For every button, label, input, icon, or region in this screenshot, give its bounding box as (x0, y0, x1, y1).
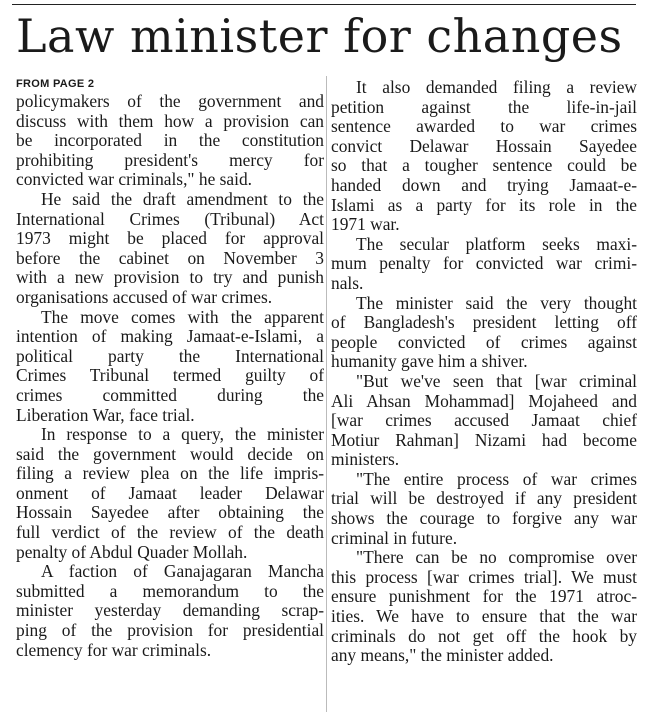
text-line: A faction of Ganajagaran Mancha (41, 562, 324, 582)
text-line: petition against the life-in-jail (331, 97, 637, 117)
text-line: onment of Jamaat leader Delawar (16, 483, 324, 503)
text-line: The minister said the very thought (356, 293, 637, 313)
text-line: trial will be destroyed if any president (331, 489, 637, 509)
text-line: convicted war criminals," he said. (16, 170, 252, 190)
text-line: International Crimes (Tribunal) Act (16, 209, 324, 229)
text-line: full verdict of the review of the death (16, 523, 324, 543)
text-line: political party the International (16, 346, 324, 366)
text-line: prohibiting president's mercy for (16, 150, 324, 170)
text-line: 1973 might be placed for approval (16, 229, 324, 249)
text-line: The move comes with the apparent (41, 307, 324, 327)
text-line: ping of the provision for presidential (16, 621, 324, 641)
text-line: Motiur Rahman] Nizami had become (331, 430, 637, 450)
text-line: minister yesterday demanding scrap- (16, 601, 324, 621)
text-line: Liberation War, face trial. (16, 405, 195, 425)
text-line: "There can be no compromise over (356, 548, 637, 568)
column-divider (326, 76, 327, 712)
text-line: any means," the minister added. (331, 646, 554, 666)
from-page-label: FROM PAGE 2 (16, 78, 95, 90)
text-line: He said the draft amendment to the (41, 189, 324, 209)
text-line: convict Delawar Hossain Sayedee (331, 136, 637, 156)
text-line: humanity gave him a shiver. (331, 352, 528, 372)
text-line: with a new provision to try and punish (16, 268, 324, 288)
text-line: 1971 war. (331, 215, 400, 235)
text-line: penalty of Abdul Quader Mollah. (16, 542, 248, 562)
text-line: ministers. (331, 450, 400, 470)
right-column (331, 78, 637, 666)
text-line: submitted a memorandum to the (16, 581, 324, 601)
text-line: mum penalty for convicted war crimi- (331, 254, 637, 274)
text-line: In response to a query, the minister (41, 425, 324, 445)
text-line: organisations accused of war crimes. (16, 287, 273, 307)
text-line: ities. We have to ensure that the war (331, 607, 637, 627)
text-line: Ali Ahsan Mohammad] Mojaheed and (331, 391, 637, 411)
text-line: this process [war crimes trial]. We must (331, 567, 637, 587)
text-line: intention of making Jamaat-e-Islami, a (16, 327, 324, 347)
headline: Law minister for changes (16, 9, 623, 63)
text-line: "But we've seen that [war criminal (356, 371, 637, 391)
text-line: [war crimes accused Jamaat chief (331, 411, 637, 431)
text-line: be incorporated in the constitution (16, 131, 324, 151)
text-line: filing a review plea on the life impris- (16, 464, 324, 484)
text-line: of Bangladesh's president letting off (331, 313, 637, 333)
text-line: criminal in future. (331, 528, 458, 548)
left-column (16, 76, 324, 660)
text-line: criminals do not get off the hook by (331, 626, 637, 646)
text-line: crimes committed during the (16, 385, 324, 405)
text-line: Hossain Sayedee after obtaining the (16, 503, 324, 523)
text-line: shows the courage to forgive any war (331, 509, 637, 529)
text-line: Islami as a party for its role in the (331, 195, 637, 215)
text-line: clemency for war criminals. (16, 640, 212, 660)
text-line: before the cabinet on November 3 (16, 248, 324, 268)
right-column-text (331, 78, 637, 666)
text-line: It also demanded filing a review (356, 78, 637, 97)
text-line: The secular platform seeks maxi- (356, 234, 637, 254)
text-line: handed down and trying Jamaat-e- (331, 175, 637, 195)
text-line: Crimes Tribunal termed guilty of (16, 366, 324, 386)
text-line: ensure punishment for the 1971 atroc- (331, 587, 637, 607)
text-line: "The entire process of war crimes (356, 469, 637, 489)
text-line: policymakers of the government and (16, 92, 324, 111)
text-line: nals. (331, 273, 364, 293)
text-line: sentence awarded to war crimes (331, 117, 637, 137)
text-line: so that a tougher sentence could be (331, 156, 637, 176)
text-line: discuss with them how a provision can (16, 111, 324, 131)
left-column-text (16, 92, 324, 660)
text-line: said the government would decide on (16, 444, 324, 464)
text-line: people convicted of crimes against (331, 332, 637, 352)
